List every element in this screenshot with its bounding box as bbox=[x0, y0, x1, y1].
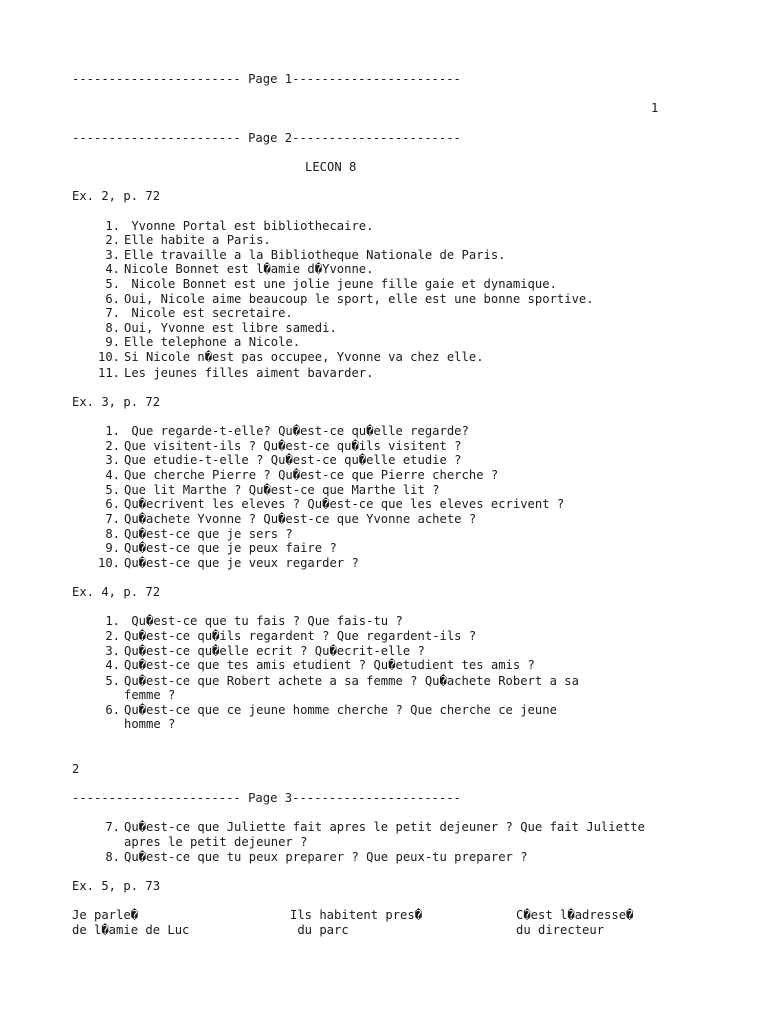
item-text: Nicole Bonnet est l�amie d�Yvonne. bbox=[124, 262, 374, 276]
item-text: Si Nicole n�est pas occupee, Yvonne va chez elle. bbox=[124, 350, 484, 364]
item-text: Elle telephone a Nicole. bbox=[124, 335, 301, 349]
page-number-2: 2 bbox=[72, 762, 80, 776]
page-number-1: 1 bbox=[651, 101, 659, 115]
item-number: 1. bbox=[105, 424, 120, 438]
item-number: 7. bbox=[105, 306, 120, 320]
item-text: Que cherche Pierre ? Qu�est-ce que Pierre cherche ? bbox=[124, 468, 499, 482]
item-text: Qu�est-ce que Juliette fait apres le petit dejeuner ? Que fait Juliette bbox=[124, 820, 645, 834]
item-number: 3. bbox=[105, 453, 120, 467]
item-text: Qu�est-ce qu�elle ecrit ? Qu�ecrit-elle ? bbox=[124, 644, 425, 658]
item-number: 4. bbox=[105, 262, 120, 276]
item-number: 8. bbox=[105, 321, 120, 335]
item-text: Nicole est secretaire. bbox=[124, 306, 293, 320]
ex5-col1-line1: Je parle� bbox=[72, 908, 139, 922]
item-number: 4. bbox=[105, 468, 120, 482]
item-number: 6. bbox=[105, 703, 120, 717]
item-text: Elle habite a Paris. bbox=[124, 233, 271, 247]
item-number: 1. bbox=[105, 219, 120, 233]
item-text: Qu�ecrivent les eleves ? Qu�est-ce que les eleves ecrivent ? bbox=[124, 497, 565, 511]
item-number: 9. bbox=[105, 541, 120, 555]
ex5-col2-line2: du parc bbox=[290, 923, 349, 937]
item-text: Qu�achete Yvonne ? Qu�est-ce que Yvonne achete ? bbox=[124, 512, 477, 526]
ex5-col1-line2: de l�amie de Luc bbox=[72, 923, 190, 937]
item-number: 7. bbox=[105, 512, 120, 526]
item-text: femme ? bbox=[124, 688, 176, 702]
page-separator-1: ----------------------- Page 1----------------------- bbox=[72, 72, 461, 86]
item-number: 2. bbox=[105, 629, 120, 643]
ex5-col3-line2: du directeur bbox=[516, 923, 605, 937]
page-separator-3: ----------------------- Page 3----------------------- bbox=[72, 791, 461, 805]
exercise-heading-ex5: Ex. 5, p. 73 bbox=[72, 879, 161, 893]
item-number: 6. bbox=[105, 292, 120, 306]
item-text: Les jeunes filles aiment bavarder. bbox=[124, 366, 374, 380]
item-text: Qu�est-ce que je sers ? bbox=[124, 527, 293, 541]
item-number: 2. bbox=[105, 233, 120, 247]
item-number: 2. bbox=[105, 439, 120, 453]
item-text: Qu�est-ce que tes amis etudient ? Qu�etudient tes amis ? bbox=[124, 658, 535, 672]
item-number: 7. bbox=[105, 820, 120, 834]
page-separator-2: ----------------------- Page 2----------------------- bbox=[72, 131, 461, 145]
exercise-heading-ex4: Ex. 4, p. 72 bbox=[72, 585, 161, 599]
item-text: Qu�est-ce que je veux regarder ? bbox=[124, 556, 359, 570]
item-text: Que lit Marthe ? Qu�est-ce que Marthe lit ? bbox=[124, 483, 440, 497]
item-text: Que regarde-t-elle? Qu�est-ce qu�elle regarde? bbox=[124, 424, 469, 438]
item-number: 3. bbox=[105, 644, 120, 658]
item-number: 5. bbox=[105, 674, 120, 688]
exercise-heading-ex3: Ex. 3, p. 72 bbox=[72, 395, 161, 409]
ex5-col2-line1: Ils habitent pres� bbox=[290, 908, 423, 922]
item-text: apres le petit dejeuner ? bbox=[124, 835, 308, 849]
item-number: 8. bbox=[105, 850, 120, 864]
item-number: 6. bbox=[105, 497, 120, 511]
item-number: 5. bbox=[105, 277, 120, 291]
item-text: Qu�est-ce que ce jeune homme cherche ? Que cherche ce jeune bbox=[124, 703, 557, 717]
item-number: 4. bbox=[105, 658, 120, 672]
item-number: 11. bbox=[97, 366, 120, 380]
item-text: Oui, Yvonne est libre samedi. bbox=[124, 321, 337, 335]
item-text: Oui, Nicole aime beaucoup le sport, elle est une bonne sportive. bbox=[124, 292, 594, 306]
item-number: 5. bbox=[105, 483, 120, 497]
item-number: 9. bbox=[105, 335, 120, 349]
item-number: 10. bbox=[97, 350, 120, 364]
item-number: 8. bbox=[105, 527, 120, 541]
item-text: Elle travaille a la Bibliotheque Nationale de Paris. bbox=[124, 248, 506, 262]
item-text: Qu�est-ce que je peux faire ? bbox=[124, 541, 337, 555]
item-text: Qu�est-ce que tu peux preparer ? Que peux-tu preparer ? bbox=[124, 850, 528, 864]
item-number: 10. bbox=[97, 556, 120, 570]
item-number: 3. bbox=[105, 248, 120, 262]
item-number: 1. bbox=[105, 614, 120, 628]
exercise-heading-ex2: Ex. 2, p. 72 bbox=[72, 189, 161, 203]
lesson-title: LECON 8 bbox=[305, 160, 357, 174]
item-text: Qu�est-ce que tu fais ? Que fais-tu ? bbox=[124, 614, 403, 628]
item-text: Qu�est-ce que Robert achete a sa femme ? Qu�achete Robert a sa bbox=[124, 674, 579, 688]
item-text: Nicole Bonnet est une jolie jeune fille gaie et dynamique. bbox=[124, 277, 557, 291]
item-text: Yvonne Portal est bibliothecaire. bbox=[124, 219, 374, 233]
item-text: Qu�est-ce qu�ils regardent ? Que regardent-ils ? bbox=[124, 629, 477, 643]
item-text: Que visitent-ils ? Qu�est-ce qu�ils visitent ? bbox=[124, 439, 462, 453]
ex5-col3-line1: C�est l�adresse� bbox=[516, 908, 634, 922]
item-text: homme ? bbox=[124, 717, 176, 731]
item-text: Que etudie-t-elle ? Qu�est-ce qu�elle etudie ? bbox=[124, 453, 462, 467]
